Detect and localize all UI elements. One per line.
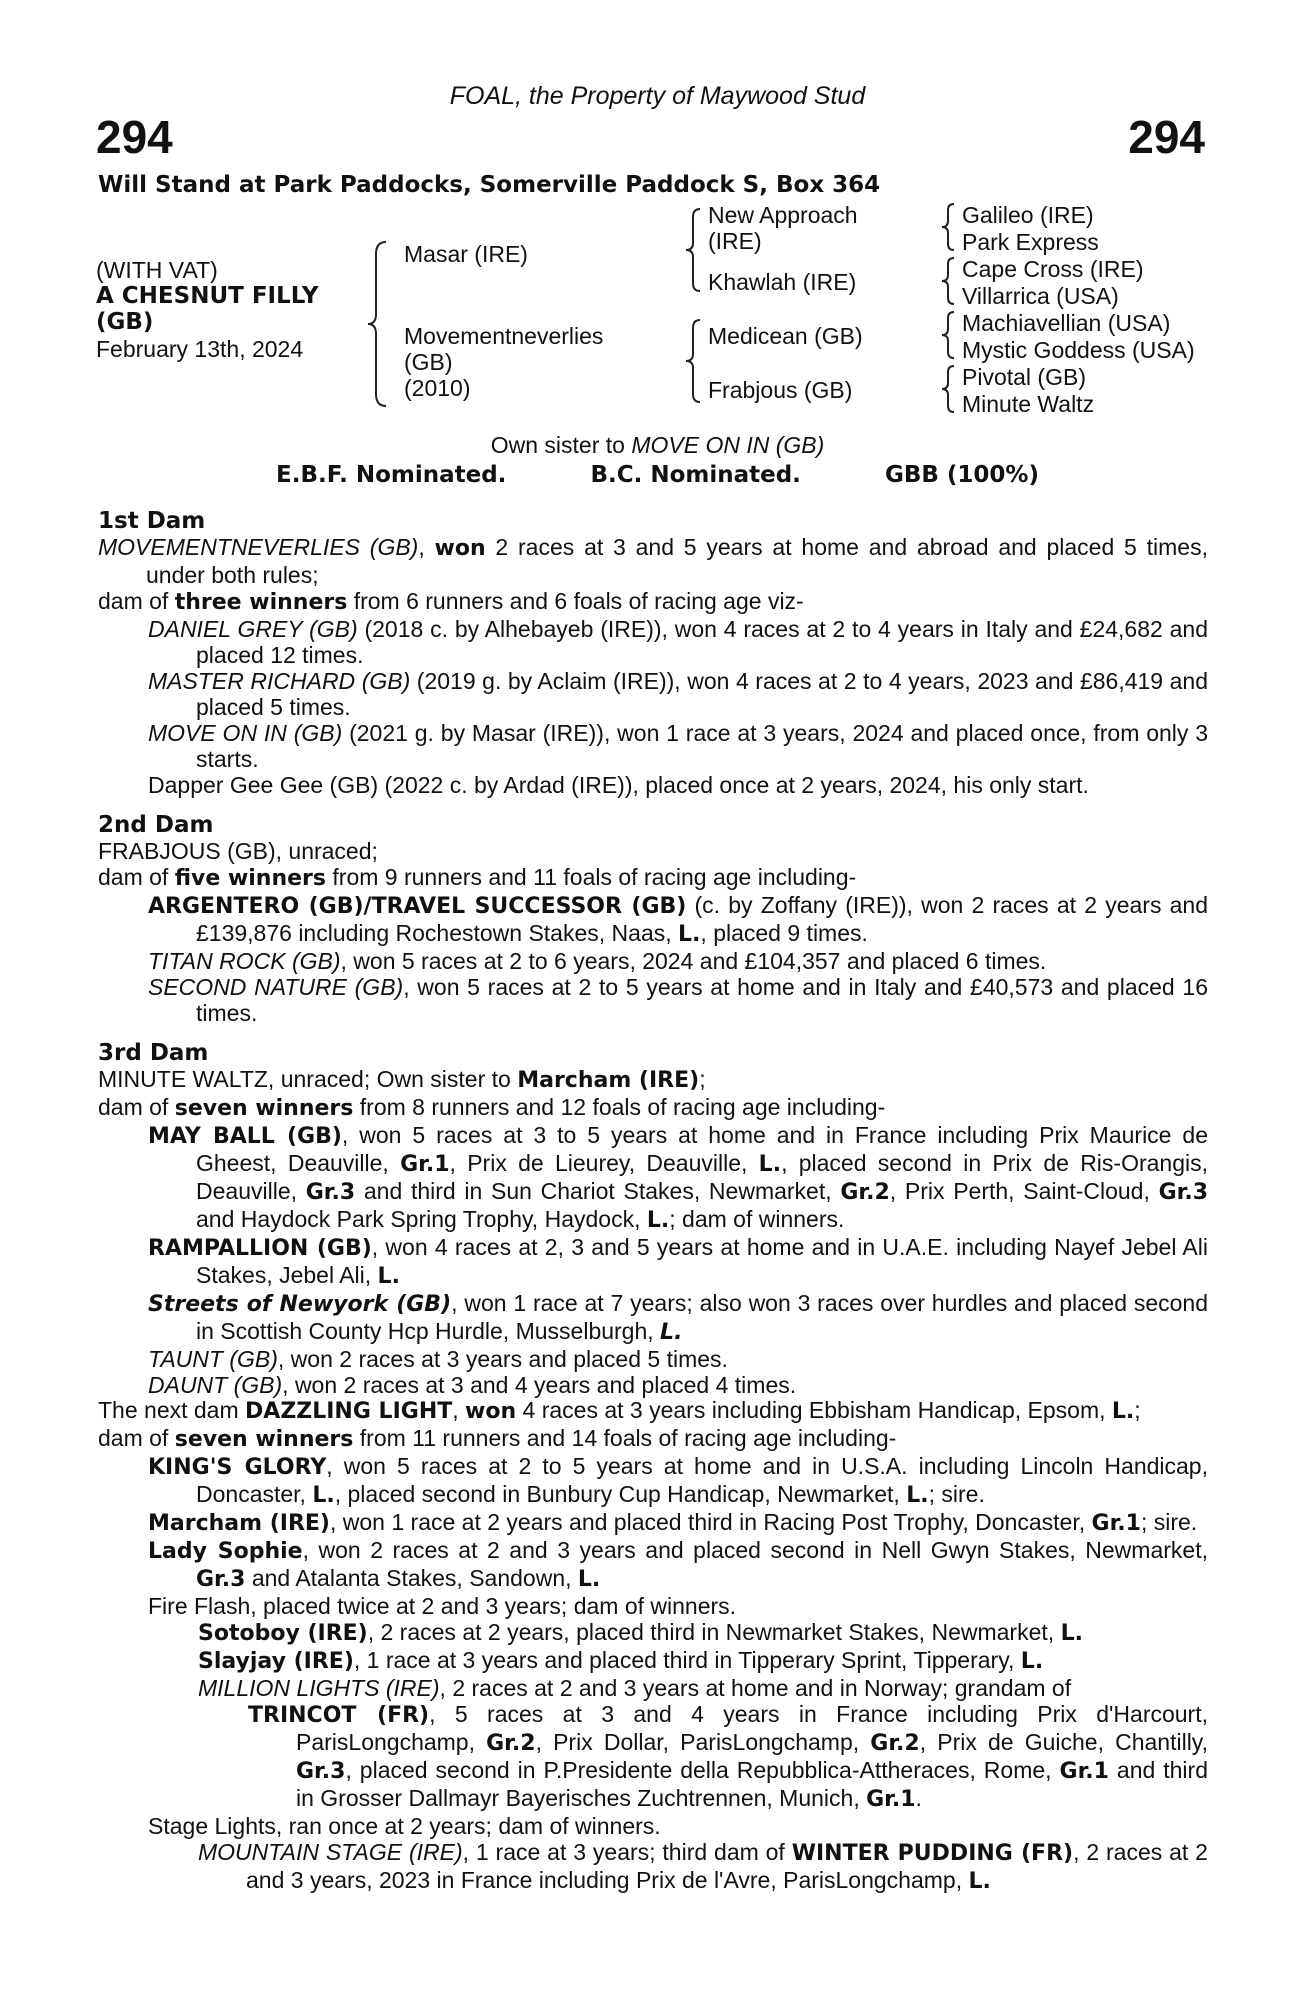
section-heading: 1st Dam bbox=[98, 508, 206, 534]
progeny-entry bbox=[98, 1509, 1208, 1537]
pedigree-brace bbox=[940, 202, 958, 252]
bold-run: three winners bbox=[174, 590, 348, 615]
text-run: , won 2 races at 3 years and placed 5 times. bbox=[277, 1346, 728, 1372]
italic-run: DANIEL GREY (GB) bbox=[148, 616, 358, 642]
bold-italic-run: L. bbox=[660, 1320, 683, 1345]
sire-sire: New Approach bbox=[708, 202, 858, 228]
dam-progeny-summary bbox=[98, 1425, 1208, 1453]
pedigree-brace bbox=[940, 364, 958, 414]
bold-italic-run: Streets of Newyork (GB) bbox=[148, 1292, 452, 1317]
text-run: , placed second in Bunbury Cup Handicap, Newmarket, bbox=[334, 1481, 907, 1507]
dam-paragraph bbox=[98, 1066, 1208, 1094]
text-run: Dapper Gee Gee (GB) (2022 c. by Ardad (IRE)), placed once at 2 years, 2024, his only start. bbox=[148, 772, 1089, 798]
bold-run: L. bbox=[678, 922, 701, 947]
text-run: , won 2 races at 2 and 3 years and placed second in Nell Gwyn Stakes, Newmarket, bbox=[302, 1537, 1208, 1563]
text-run: , bbox=[418, 534, 435, 560]
bold-run: won bbox=[434, 536, 486, 561]
text-run: (c. by Zoffany (IRE)), won 2 races at 2 years and £139,876 including Rochestown Stakes, Naas, bbox=[196, 892, 1209, 946]
progeny-entry bbox=[98, 1647, 1208, 1675]
italic-run: MASTER RICHARD (GB) bbox=[148, 668, 411, 694]
text-run: ; bbox=[699, 1066, 706, 1092]
text-run: , 5 races at 3 and 4 years in France including Prix d'Harcourt, ParisLongchamp, bbox=[296, 1701, 1208, 1755]
italic-run: TAUNT (GB) bbox=[148, 1346, 278, 1372]
dam-dam: Frabjous (GB) bbox=[708, 377, 853, 403]
text-run: The next dam bbox=[98, 1397, 246, 1423]
bold-run: L. bbox=[1060, 1621, 1083, 1646]
bold-run: L. bbox=[1020, 1649, 1044, 1674]
text-run: 4 races at 3 years including Ebbisham Handicap, Epsom, bbox=[516, 1397, 1112, 1423]
text-run: , placed 9 times. bbox=[700, 920, 868, 946]
text-run: , Prix Dollar, ParisLongchamp, bbox=[535, 1729, 871, 1755]
sd-sire: Cape Cross (IRE) bbox=[962, 256, 1144, 282]
text-run: , 2 races at 2 and 3 years, 2023 in France including Prix de l'Avre, ParisLongchamp, bbox=[246, 1839, 1208, 1893]
bold-run: L. bbox=[968, 1869, 991, 1894]
lot-number-left: 294 bbox=[96, 111, 173, 163]
progeny-entry bbox=[98, 1675, 1208, 1701]
ss-dam: Park Express bbox=[962, 229, 1099, 255]
bold-run: Gr.1 bbox=[1091, 1511, 1141, 1536]
bold-run: Gr.2 bbox=[870, 1731, 920, 1756]
dam-paragraph bbox=[98, 838, 1208, 864]
italic-run: DAUNT (GB) bbox=[148, 1372, 283, 1398]
progeny-entry bbox=[98, 720, 1208, 772]
italic-run: MILLION LIGHTS (IRE) bbox=[198, 1675, 440, 1701]
dam-year: (2010) bbox=[404, 375, 471, 401]
text-run: Fire Flash, placed twice at 2 and 3 years; dam of winners. bbox=[148, 1593, 737, 1619]
dam-sire: Medicean (GB) bbox=[708, 323, 863, 349]
bold-run: seven winners bbox=[174, 1096, 354, 1121]
text-run: , Prix de Lieurey, Deauville, bbox=[449, 1150, 759, 1176]
ebf-nomination: E.B.F. Nominated. bbox=[276, 462, 507, 488]
bold-run: L. bbox=[577, 1567, 601, 1592]
text-run: ; dam of winners. bbox=[669, 1206, 845, 1232]
section-heading: 2nd Dam bbox=[98, 812, 214, 838]
vat-label: (WITH VAT) bbox=[96, 257, 218, 283]
text-run: 2 races at 3 and 5 years at home and abroad and placed 5 times, under both rules; bbox=[146, 534, 1208, 588]
first-dam-section bbox=[98, 508, 1208, 798]
bold-run: Marcham (IRE) bbox=[148, 1511, 330, 1536]
sire-dam: Khawlah (IRE) bbox=[708, 269, 857, 295]
text-run: , placed second in Prix de Ris-Orangis, Deauville, bbox=[196, 1150, 1208, 1204]
bold-run: Marcham (IRE) bbox=[517, 1068, 700, 1093]
bold-run: Gr.1 bbox=[866, 1787, 916, 1812]
bold-run: L. bbox=[312, 1483, 335, 1508]
text-run: MINUTE WALTZ, unraced; Own sister to bbox=[98, 1066, 518, 1092]
bold-run: KING'S GLORY bbox=[148, 1455, 327, 1480]
foaling-date: February 13th, 2024 bbox=[96, 336, 304, 362]
bold-run: seven winners bbox=[174, 1427, 354, 1452]
text-run: from 11 runners and 14 foals of racing age including- bbox=[353, 1425, 897, 1451]
text-run: and third in Grosser Dallmayr Bayerisches Zuchtrennen, Munich, bbox=[296, 1757, 1208, 1811]
ds-dam: Mystic Goddess (USA) bbox=[962, 337, 1195, 363]
text-run: (2019 g. by Aclaim (IRE)), won 4 races at 2 to 4 years, 2023 and £86,419 and placed 5 times. bbox=[196, 668, 1208, 720]
bold-run: WINTER PUDDING (FR) bbox=[791, 1841, 1074, 1866]
dam-progeny-summary bbox=[98, 1094, 1208, 1122]
progeny-entry bbox=[98, 1122, 1208, 1234]
dd-sire: Pivotal (GB) bbox=[962, 364, 1086, 390]
sister-note bbox=[0, 432, 1315, 458]
stand-location: Will Stand at Park Paddocks, Somerville Paddock S, Box 364 bbox=[98, 172, 881, 198]
lot-name-suffix: (GB) bbox=[96, 309, 154, 335]
bold-run: Gr.3 bbox=[296, 1759, 346, 1784]
progeny-entry bbox=[98, 1839, 1208, 1895]
bold-run: Gr.3 bbox=[1158, 1180, 1208, 1205]
sire-name: Masar (IRE) bbox=[404, 241, 528, 267]
progeny-entry bbox=[98, 1346, 1208, 1372]
text-run: from 6 runners and 6 foals of racing age viz- bbox=[347, 588, 804, 614]
bold-run: L. bbox=[377, 1264, 400, 1289]
pedigree-brace bbox=[940, 310, 958, 360]
third-dam-section bbox=[98, 1040, 1208, 1398]
text-run: and third in Sun Chariot Stakes, Newmarket, bbox=[355, 1178, 841, 1204]
next-dam-section bbox=[98, 1397, 1208, 1895]
text-run: . bbox=[915, 1785, 922, 1811]
progeny-entry bbox=[98, 1701, 1208, 1813]
dam-paragraph bbox=[98, 1397, 1208, 1425]
progeny-entry bbox=[98, 1537, 1208, 1593]
pedigree-brace bbox=[366, 240, 390, 408]
text-run: from 8 runners and 12 foals of racing age including- bbox=[353, 1094, 886, 1120]
text-run: , 2 races at 2 and 3 years at home and in Norway; grandam of bbox=[439, 1675, 1072, 1701]
pedigree-brace bbox=[684, 207, 704, 293]
text-run: , won 5 races at 2 to 6 years, 2024 and £104,357 and placed 6 times. bbox=[340, 948, 1047, 974]
pedigree-brace bbox=[684, 318, 704, 404]
italic-run: TITAN ROCK (GB) bbox=[148, 948, 341, 974]
bold-run: L. bbox=[646, 1208, 670, 1233]
text-run: , Prix de Guiche, Chantilly, bbox=[919, 1729, 1208, 1755]
bold-run: MAY BALL (GB) bbox=[148, 1124, 342, 1149]
text-run: and Haydock Park Spring Trophy, Haydock, bbox=[196, 1206, 647, 1232]
text-run: FRABJOUS (GB), unraced; bbox=[98, 838, 378, 864]
text-run: , won 5 races at 2 to 5 years at home and in U.S.A. including Lincoln Handicap, Doncaster, bbox=[196, 1453, 1208, 1507]
text-run: and Atalanta Stakes, Sandown, bbox=[245, 1565, 578, 1591]
sister-name: MOVE ON IN (GB) bbox=[631, 432, 825, 458]
text-run: , 2 races at 2 years, placed third in Newmarket Stakes, Newmarket, bbox=[367, 1619, 1061, 1645]
bold-run: five winners bbox=[174, 866, 327, 891]
progeny-entry bbox=[98, 1372, 1208, 1398]
second-dam-section bbox=[98, 812, 1208, 1026]
text-run: , won 5 races at 3 to 5 years at home and in France including Prix Maurice de Gheest, Deauville, bbox=[196, 1122, 1208, 1176]
section-heading: 3rd Dam bbox=[98, 1040, 209, 1066]
italic-run: SECOND NATURE (GB) bbox=[148, 974, 404, 1000]
pedigree-brace bbox=[940, 256, 958, 306]
bold-run: DAZZLING LIGHT bbox=[245, 1399, 453, 1424]
dam-name-suffix: (GB) bbox=[404, 349, 453, 375]
bold-run: Lady Sophie bbox=[148, 1539, 303, 1564]
text-run: ; sire. bbox=[1140, 1509, 1198, 1535]
dam-paragraph bbox=[98, 534, 1208, 588]
italic-run: MOUNTAIN STAGE (IRE) bbox=[198, 1839, 463, 1865]
text-run: , Prix Perth, Saint-Cloud, bbox=[889, 1178, 1159, 1204]
bold-run: RAMPALLION (GB) bbox=[148, 1236, 372, 1261]
bold-run: L. bbox=[906, 1483, 929, 1508]
dam-progeny-summary bbox=[98, 864, 1208, 892]
bold-run: Gr.2 bbox=[840, 1180, 890, 1205]
ds-sire: Machiavellian (USA) bbox=[962, 310, 1171, 336]
bold-run: Gr.3 bbox=[305, 1180, 356, 1205]
text-run: (2021 g. by Masar (IRE)), won 1 race at 3 years, 2024 and placed once, from only 3 starts. bbox=[196, 720, 1209, 772]
bold-run: won bbox=[465, 1399, 517, 1424]
bold-run: L. bbox=[1111, 1399, 1135, 1424]
italic-run: MOVEMENTNEVERLIES (GB) bbox=[98, 534, 419, 560]
progeny-entry bbox=[98, 668, 1208, 720]
progeny-entry bbox=[98, 616, 1208, 668]
progeny-entry bbox=[98, 974, 1208, 1026]
text-run: , won 2 races at 3 and 4 years and placed 4 times. bbox=[282, 1372, 797, 1398]
progeny-entry bbox=[98, 948, 1208, 974]
text-run: dam of bbox=[98, 864, 175, 890]
bold-run: Gr.1 bbox=[400, 1152, 450, 1177]
bold-run: Gr.2 bbox=[486, 1731, 536, 1756]
progeny-entry bbox=[98, 1234, 1208, 1290]
progeny-entry bbox=[98, 1813, 1208, 1839]
bold-run: Slayjay (IRE) bbox=[198, 1649, 354, 1674]
progeny-entry bbox=[98, 1453, 1208, 1509]
progeny-entry bbox=[98, 892, 1208, 948]
lot-number-right: 294 bbox=[1128, 111, 1205, 163]
bold-run: TRINCOT (FR) bbox=[248, 1703, 430, 1728]
bold-run: L. bbox=[758, 1152, 782, 1177]
bc-nomination: B.C. Nominated. bbox=[590, 462, 801, 488]
text-run: , bbox=[452, 1397, 466, 1423]
progeny-entry bbox=[98, 1619, 1208, 1647]
sire-sire-suffix: (IRE) bbox=[708, 228, 762, 254]
text-run: from 9 runners and 11 foals of racing age including- bbox=[326, 864, 857, 890]
text-run: ; sire. bbox=[928, 1481, 985, 1507]
progeny-entry bbox=[98, 772, 1208, 798]
text-run: , placed second in P.Presidente della Repubblica-Attheraces, Rome, bbox=[345, 1757, 1060, 1783]
text-run: , won 5 races at 2 to 5 years at home and in Italy and £40,573 and placed 16 times. bbox=[196, 974, 1208, 1026]
dam-name: Movementneverlies bbox=[404, 323, 604, 349]
gbb-status: GBB (100%) bbox=[884, 462, 1039, 488]
progeny-entry bbox=[98, 1290, 1208, 1346]
bold-run: Sotoboy (IRE) bbox=[198, 1621, 368, 1646]
progeny-entry bbox=[98, 1593, 1208, 1619]
text-run: Stage Lights, ran once at 2 years; dam of winners. bbox=[148, 1813, 661, 1839]
text-run: (2018 c. by Alhebayeb (IRE)), won 4 races at 2 to 4 years in Italy and £24,682 and placed 12 times. bbox=[196, 616, 1208, 668]
text-run: ; bbox=[1134, 1397, 1141, 1423]
text-run: , 1 race at 3 years and placed third in Tipperary Sprint, Tipperary, bbox=[353, 1647, 1021, 1673]
text-run: , 1 race at 3 years; third dam of bbox=[462, 1839, 792, 1865]
bold-run: Gr.3 bbox=[196, 1567, 246, 1592]
nominations bbox=[0, 462, 1315, 488]
ss-sire: Galileo (IRE) bbox=[962, 202, 1094, 228]
dam-progeny-summary bbox=[98, 588, 1208, 616]
lot-name: A CHESNUT FILLY bbox=[96, 283, 319, 309]
italic-run: MOVE ON IN (GB) bbox=[148, 720, 343, 746]
text-run: dam of bbox=[98, 1425, 175, 1451]
text-run: , won 1 race at 2 years and placed third in Racing Post Trophy, Doncaster, bbox=[329, 1509, 1092, 1535]
sd-dam: Villarrica (USA) bbox=[962, 283, 1119, 309]
catalogue-header-title: FOAL, the Property of Maywood Stud bbox=[449, 82, 866, 110]
text-run: , won 4 races at 2, 3 and 5 years at home and in U.A.E. including Nayef Jebel Ali Stakes, Jebel Ali, bbox=[196, 1234, 1208, 1288]
text-run: , won 1 race at 7 years; also won 3 races over hurdles and placed second in Scottish County Hcp Hurdle, Musselburgh, bbox=[196, 1290, 1208, 1344]
text-run: dam of bbox=[98, 1094, 175, 1120]
text-run: dam of bbox=[98, 588, 175, 614]
dd-dam: Minute Waltz bbox=[962, 391, 1095, 417]
bold-run: ARGENTERO (GB)/TRAVEL SUCCESSOR (GB) bbox=[148, 894, 687, 919]
bold-run: Gr.1 bbox=[1059, 1759, 1109, 1784]
sister-prefix: Own sister to bbox=[490, 432, 632, 458]
